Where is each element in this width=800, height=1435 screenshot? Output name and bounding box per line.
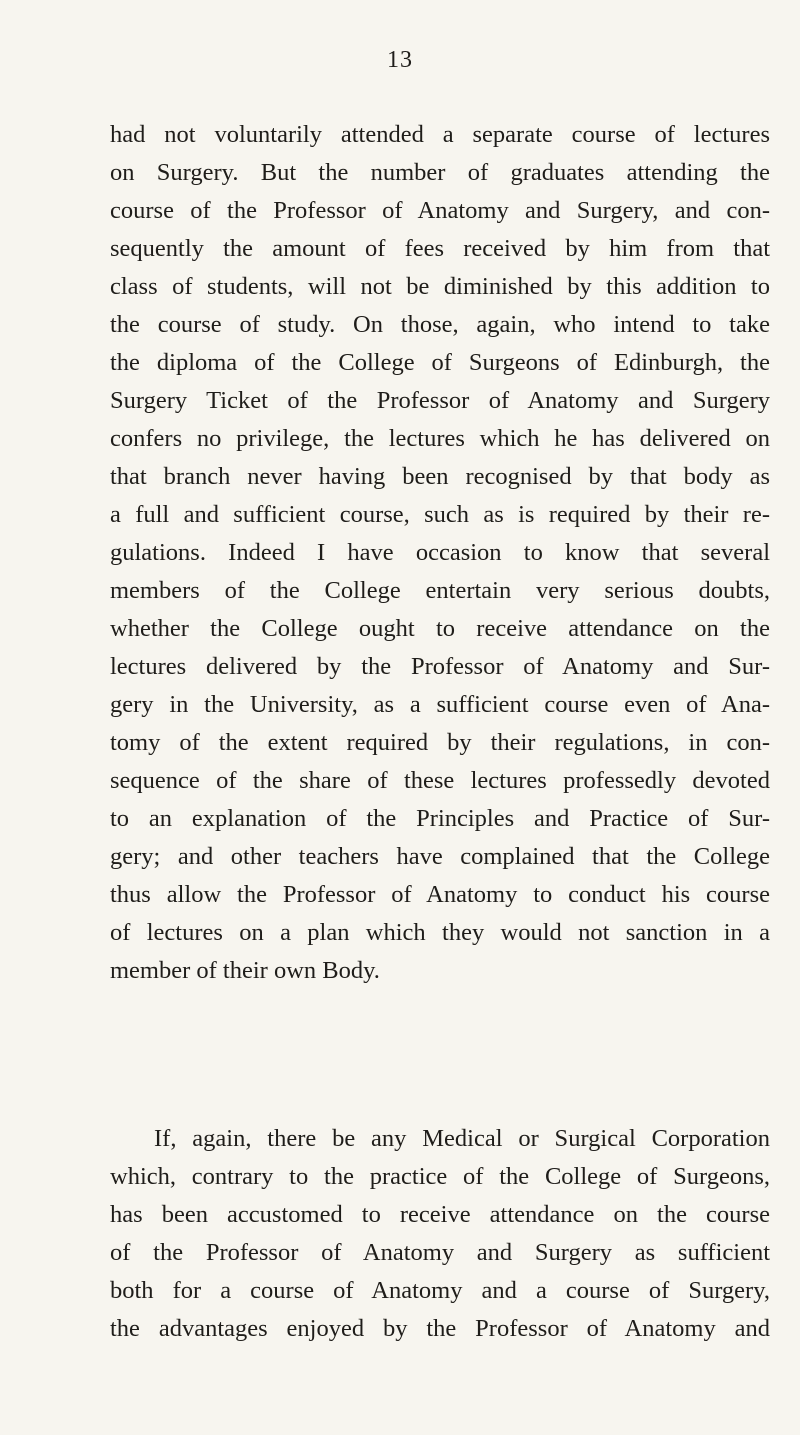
text-line: has been accustomed to receive attendance on the course — [110, 1201, 770, 1228]
text-line: of lectures on a plan which they would not sanction in a — [110, 919, 770, 946]
text-line: on Surgery. But the number of graduates attending the — [110, 159, 770, 186]
text-line: sequence of the share of these lectures professedly devoted — [110, 767, 770, 794]
text-line: the advantages enjoyed by the Professor of Anatomy and — [110, 1315, 770, 1342]
text-line: Surgery Ticket of the Professor of Anatomy and Surgery — [110, 387, 770, 414]
text-line: member of their own Body. — [110, 957, 380, 984]
text-line: both for a course of Anatomy and a course of Surgery, — [110, 1277, 770, 1304]
text-line: the diploma of the College of Surgeons of Edinburgh, the — [110, 349, 770, 376]
text-line: thus allow the Professor of Anatomy to conduct his course — [110, 881, 770, 908]
text-line: which, contrary to the practice of the College of Surgeons, — [110, 1163, 770, 1190]
page-number: 13 — [387, 47, 413, 73]
text-line: If, again, there be any Medical or Surgical Corporation — [154, 1125, 770, 1152]
text-line: the course of study. On those, again, who intend to take — [110, 311, 770, 338]
text-line: confers no privilege, the lectures which he has delivered on — [110, 425, 770, 452]
text-line: tomy of the extent required by their regulations, in con- — [110, 729, 770, 756]
text-line: gery; and other teachers have complained that the College — [110, 843, 770, 870]
text-line: to an explanation of the Principles and Practice of Sur- — [110, 805, 770, 832]
text-line: gulations. Indeed I have occasion to know that several — [110, 539, 770, 566]
text-line: that branch never having been recognised by that body as — [110, 463, 770, 490]
paragraph-2 — [110, 1120, 770, 1348]
text-line: a full and sufficient course, such as is required by their re- — [110, 501, 770, 528]
text-line: course of the Professor of Anatomy and Surgery, and con- — [110, 197, 770, 224]
text-line: members of the College entertain very serious doubts, — [110, 577, 770, 604]
text-line: gery in the University, as a sufficient course even of Ana- — [110, 691, 770, 718]
paragraph-1 — [110, 116, 770, 990]
text-line: of the Professor of Anatomy and Surgery as sufficient — [110, 1239, 770, 1266]
text-line: sequently the amount of fees received by him from that — [110, 235, 770, 262]
text-line: class of students, will not be diminished by this addition to — [110, 273, 770, 300]
text-line: had not voluntarily attended a separate course of lectures — [110, 121, 770, 148]
text-line: whether the College ought to receive attendance on the — [110, 615, 770, 642]
text-line: lectures delivered by the Professor of Anatomy and Sur- — [110, 653, 770, 680]
